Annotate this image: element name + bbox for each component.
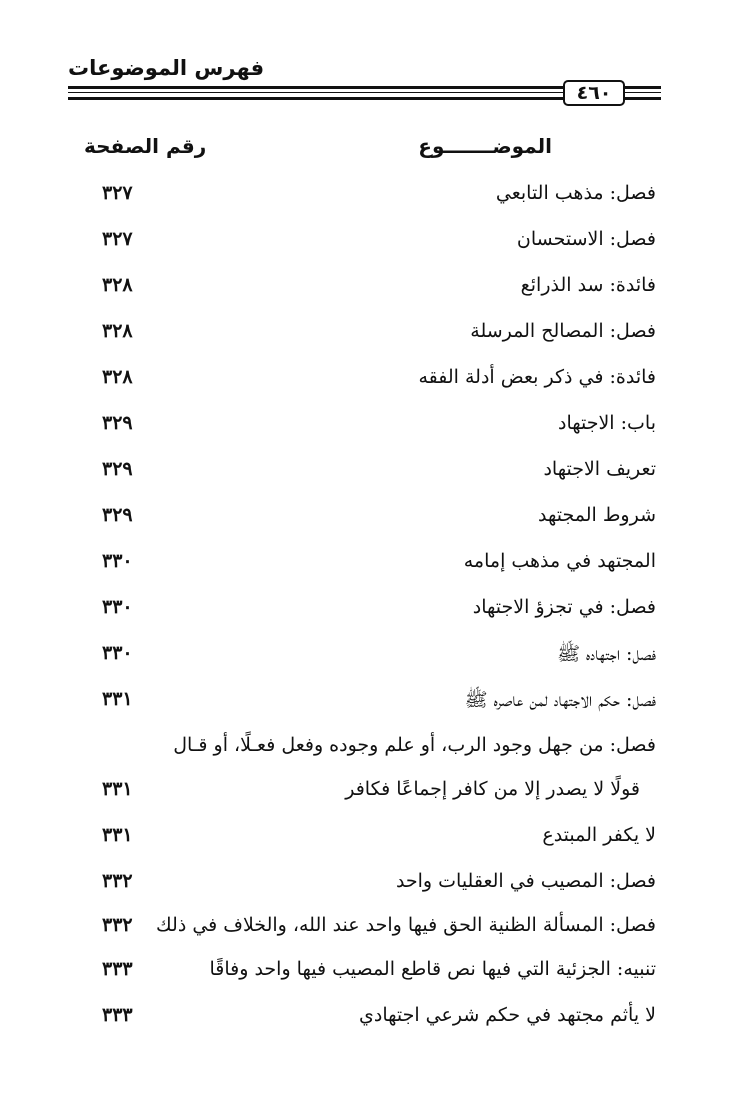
toc-entry	[0, 590, 748, 636]
toc-entry	[0, 222, 748, 268]
entry-page: ٣٣٢	[102, 870, 133, 892]
entry-title: فصل: حكم الاجتهاد لمن عاصره ﷺ	[464, 689, 656, 711]
toc-entry	[0, 998, 748, 1044]
column-header-page: رقم الصفحة	[84, 134, 207, 158]
entry-title: لا يكفر المبتدع	[542, 824, 656, 846]
entry-page: ٣٢٧	[102, 182, 133, 204]
toc-entry	[0, 682, 748, 728]
entry-title: تعريف الاجتهاد	[543, 458, 656, 480]
entry-page: ٣٣٠	[102, 596, 133, 618]
entry-page: ٣٣١	[102, 824, 133, 846]
toc-entry	[0, 360, 748, 406]
entry-page: ٣٢٩	[102, 458, 133, 480]
entry-page: ٣٣٢	[102, 914, 133, 936]
entry-page: ٣٢٨	[102, 320, 133, 342]
toc-entry	[0, 728, 748, 774]
toc-entry	[0, 314, 748, 360]
toc-entry	[0, 406, 748, 452]
toc-entry	[0, 544, 748, 590]
entry-page: ٣٣٣	[102, 958, 133, 980]
entry-title: شروط المجتهد	[538, 504, 656, 526]
entry-page: ٣٣١	[102, 778, 133, 800]
entry-title: باب: الاجتهاد	[557, 412, 656, 434]
entry-page: ٣٢٩	[102, 412, 133, 434]
entry-title: فصل: مذهب التابعي	[495, 182, 656, 204]
entry-title: فائدة: في ذكر بعض أدلة الفقه	[418, 366, 656, 388]
entry-page: ٣٣٣	[102, 1004, 133, 1026]
toc-entry	[0, 818, 748, 864]
entry-page: ٣٢٩	[102, 504, 133, 526]
toc-entry	[0, 636, 748, 682]
entry-title: فصل: المسألة الظنية الحق فيها واحد عند الله، والخلاف في ذلك	[156, 914, 656, 936]
entry-page: ٣٢٨	[102, 274, 133, 296]
entry-page: ٣٣٠	[102, 550, 133, 572]
toc-entry	[0, 176, 748, 222]
toc-entry	[0, 452, 748, 498]
entry-title: فصل: في تجزؤ الاجتهاد	[472, 596, 656, 618]
entry-title: لا يأثم مجتهد في حكم شرعي اجتهادي	[358, 1004, 656, 1026]
running-title: فهرس الموضوعات	[68, 56, 265, 80]
toc-entry	[0, 952, 748, 998]
toc-entry	[0, 772, 748, 818]
entry-page: ٣٣٠	[102, 642, 133, 664]
entry-title: المجتهد في مذهب إمامه	[463, 550, 656, 572]
entry-title: تنبيه: الجزئية التي فيها نص قاطع المصيب فيها واحد وفاقًا	[209, 958, 656, 980]
toc-entry	[0, 864, 748, 910]
page-number: ٤٦٠	[563, 80, 625, 106]
toc-entry	[0, 268, 748, 314]
toc-entry	[0, 908, 748, 954]
column-header-topic: الموضـــــــوع	[418, 134, 552, 158]
entry-title: قولًا لا يصدر إلا من كافر إجماعًا فكافر	[345, 778, 640, 800]
entry-title: فائدة: سد الذرائع	[520, 274, 656, 296]
toc-entry	[0, 498, 748, 544]
entry-title: فصل: الاستحسان	[516, 228, 656, 250]
entry-page: ٣٣١	[102, 688, 133, 710]
entry-title: فصل: اجتهاده ﷺ	[557, 643, 656, 665]
entry-title: فصل: المصالح المرسلة	[470, 320, 656, 342]
entry-title: فصل: من جهل وجود الرب، أو علم وجوده وفعل فعـلًا، أو قـال	[173, 734, 656, 756]
entry-title: فصل: المصيب في العقليات واحد	[395, 870, 656, 892]
entry-page: ٣٢٨	[102, 366, 133, 388]
entry-page: ٣٢٧	[102, 228, 133, 250]
